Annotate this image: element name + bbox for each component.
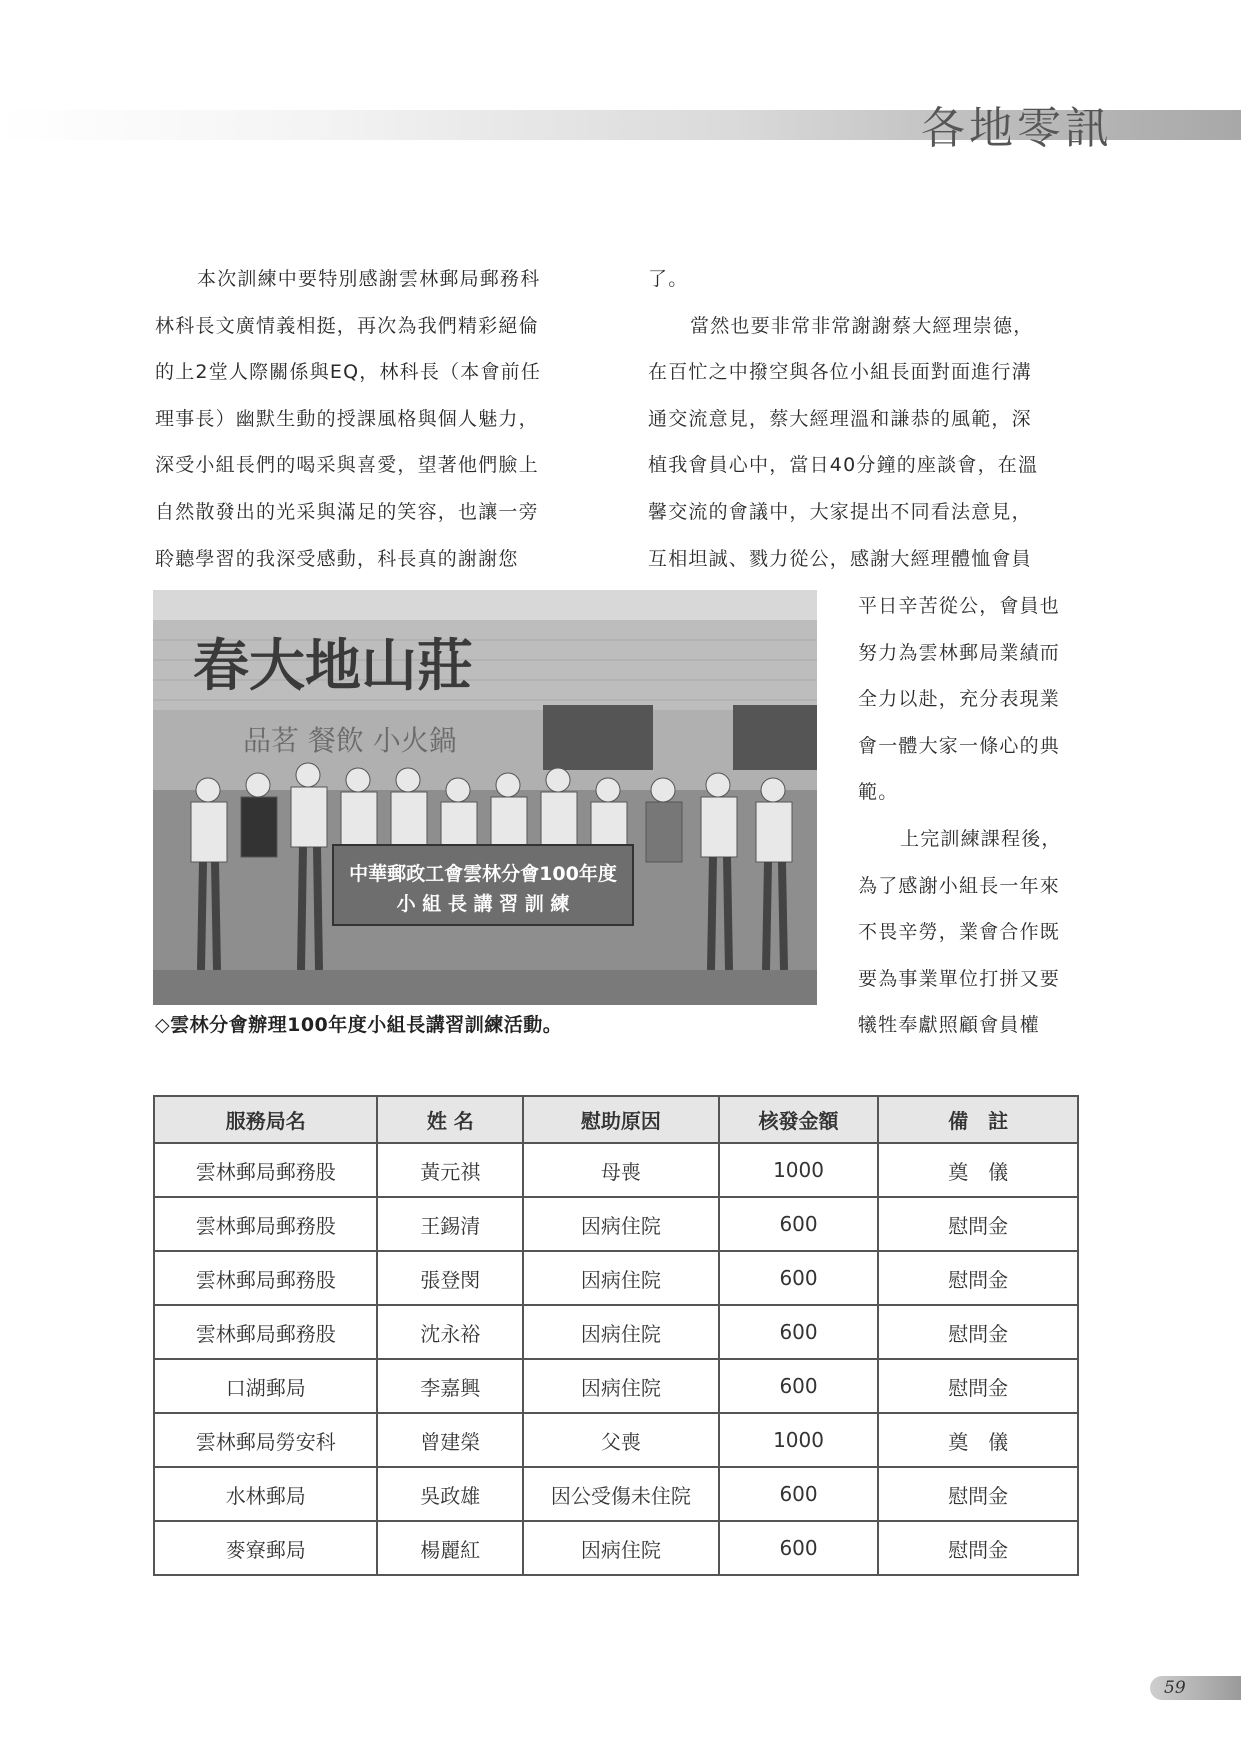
table-cell: 麥寮郵局 — [154, 1521, 377, 1575]
paragraph-line: 會一體大家一條心的典 — [858, 734, 1061, 757]
wall-text: 品茗 餐飲 小火鍋 — [243, 724, 457, 757]
paragraph-line: 自然散發出的光采與滿足的笑容，也讓一旁 — [155, 500, 539, 523]
table-row — [154, 1143, 1078, 1197]
paragraph-line: 聆聽學習的我深受感動，科長真的謝謝您 — [155, 547, 519, 570]
table-cell: 600 — [719, 1359, 879, 1413]
right-text-column — [648, 256, 1088, 582]
paragraph-line: 在百忙之中撥空與各位小組長面對面進行溝 — [648, 361, 1032, 384]
table-cell: 雲林郵局勞安科 — [154, 1413, 377, 1467]
paragraph-line: 馨交流的會議中，大家提出不同看法意見， — [648, 500, 1032, 523]
table-cell: 母喪 — [523, 1143, 719, 1197]
table-cell: 因病住院 — [523, 1359, 719, 1413]
table-row — [154, 1467, 1078, 1521]
table-row — [154, 1197, 1078, 1251]
page-number: 59 — [1150, 1676, 1241, 1700]
paragraph-line: 要為事業單位打拼又要 — [858, 967, 1061, 990]
table-cell: 楊麗紅 — [377, 1521, 523, 1575]
paragraph-line: 理事長）幽默生動的授課風格與個人魅力， — [155, 407, 539, 430]
table-cell: 奠 儀 — [878, 1413, 1078, 1467]
table-row — [154, 1359, 1078, 1413]
table-cell: 因病住院 — [523, 1305, 719, 1359]
table-cell: 曾建榮 — [377, 1413, 523, 1467]
photo-caption: ◇雲林分會辦理100年度小組長講習訓練活動。 — [155, 1014, 563, 1036]
table-cell: 因公受傷未住院 — [523, 1467, 719, 1521]
table-cell: 水林郵局 — [154, 1467, 377, 1521]
paragraph-line: 不畏辛勞，業會合作既 — [858, 921, 1061, 944]
table-row — [154, 1305, 1078, 1359]
paragraph-line: 上完訓練課程後， — [900, 827, 1062, 850]
table-row — [154, 1521, 1078, 1575]
paragraph-line: 互相坦誠、戮力從公，感謝大經理體恤會員 — [648, 547, 1032, 570]
column-header: 核發金額 — [719, 1096, 879, 1143]
left-text-column — [155, 256, 595, 582]
table-cell: 李嘉興 — [377, 1359, 523, 1413]
paragraph-line: 全力以赴，充分表現業 — [858, 688, 1061, 711]
table-cell: 雲林郵局郵務股 — [154, 1197, 377, 1251]
section-title: 各地零訊 — [921, 103, 1113, 154]
paragraph-line: 犧牲奉獻照顧會員權 — [858, 1014, 1040, 1037]
paragraph-line: 林科長文廣情義相挺，再次為我們精彩絕倫 — [155, 314, 539, 337]
table-cell: 600 — [719, 1197, 879, 1251]
table-cell: 張登閔 — [377, 1251, 523, 1305]
table-cell: 沈永裕 — [377, 1305, 523, 1359]
table-cell: 雲林郵局郵務股 — [154, 1305, 377, 1359]
table-cell: 600 — [719, 1467, 879, 1521]
table-cell: 600 — [719, 1305, 879, 1359]
paragraph-line: 植我會員心中，當日40分鐘的座談會，在溫 — [648, 454, 1039, 477]
paragraph-line: 的上2堂人際關係與EQ，林科長（本會前任 — [155, 361, 542, 384]
table-row — [154, 1413, 1078, 1467]
banner-line-2: 小 組 長 講 習 訓 練 — [396, 893, 570, 915]
table-row — [154, 1251, 1078, 1305]
banner-line-1: 中華郵政工會雲林分會100年度 — [349, 863, 617, 885]
column-header: 備 註 — [878, 1096, 1078, 1143]
paragraph-line: 當然也要非常非常謝謝蔡大經理崇德， — [690, 314, 1034, 337]
table-cell: 父喪 — [523, 1413, 719, 1467]
paragraph-line: 了。 — [648, 268, 689, 290]
table-cell: 黃元祺 — [377, 1143, 523, 1197]
table-cell: 奠 儀 — [878, 1143, 1078, 1197]
table-cell: 吳政雄 — [377, 1467, 523, 1521]
table-cell: 慰問金 — [878, 1467, 1078, 1521]
table-cell: 600 — [719, 1521, 879, 1575]
table-cell: 因病住院 — [523, 1251, 719, 1305]
column-header: 服務局名 — [154, 1096, 377, 1143]
table-cell: 慰問金 — [948, 1537, 1009, 1562]
table-cell: 慰問金 — [878, 1197, 1078, 1251]
table-cell: 因病住院 — [523, 1197, 719, 1251]
paragraph-line: 範。 — [858, 781, 899, 804]
paragraph-line: 平日辛苦從公，會員也 — [858, 595, 1061, 617]
table-cell: 雲林郵局郵務股 — [154, 1143, 377, 1197]
paragraph-line: 通交流意見，蔡大經理溫和謙恭的風範，深 — [648, 407, 1032, 430]
paragraph-line: 本次訓練中要特別感謝雲林郵局郵務科 — [197, 268, 541, 290]
column-header: 慰助原因 — [523, 1096, 719, 1143]
table-cell: 1000 — [719, 1413, 879, 1467]
sign-text: 春大地山莊 — [193, 633, 473, 699]
paragraph-line: 為了感謝小組長一年來 — [858, 874, 1061, 897]
table-cell: 口湖郵局 — [154, 1359, 377, 1413]
table-cell: 雲林郵局郵務股 — [154, 1251, 377, 1305]
table-cell: 因病住院 — [523, 1521, 719, 1575]
table-cell: 1000 — [719, 1143, 879, 1197]
table-cell: 慰問金 — [878, 1359, 1078, 1413]
paragraph-line: 努力為雲林郵局業績而 — [858, 641, 1061, 664]
group-photo — [153, 590, 817, 1005]
table-cell: 600 — [719, 1251, 879, 1305]
paragraph-line: 深受小組長們的喝采與喜愛，望著他們臉上 — [155, 454, 539, 477]
table-cell: 王錫清 — [377, 1197, 523, 1251]
table-cell: 慰問金 — [878, 1251, 1078, 1305]
right-narrow-text-column — [858, 583, 1090, 1049]
condolence-table — [153, 1095, 1079, 1576]
table-cell: 慰問金 — [878, 1305, 1078, 1359]
column-header: 姓 名 — [377, 1096, 523, 1143]
table-header-row — [154, 1096, 1078, 1143]
